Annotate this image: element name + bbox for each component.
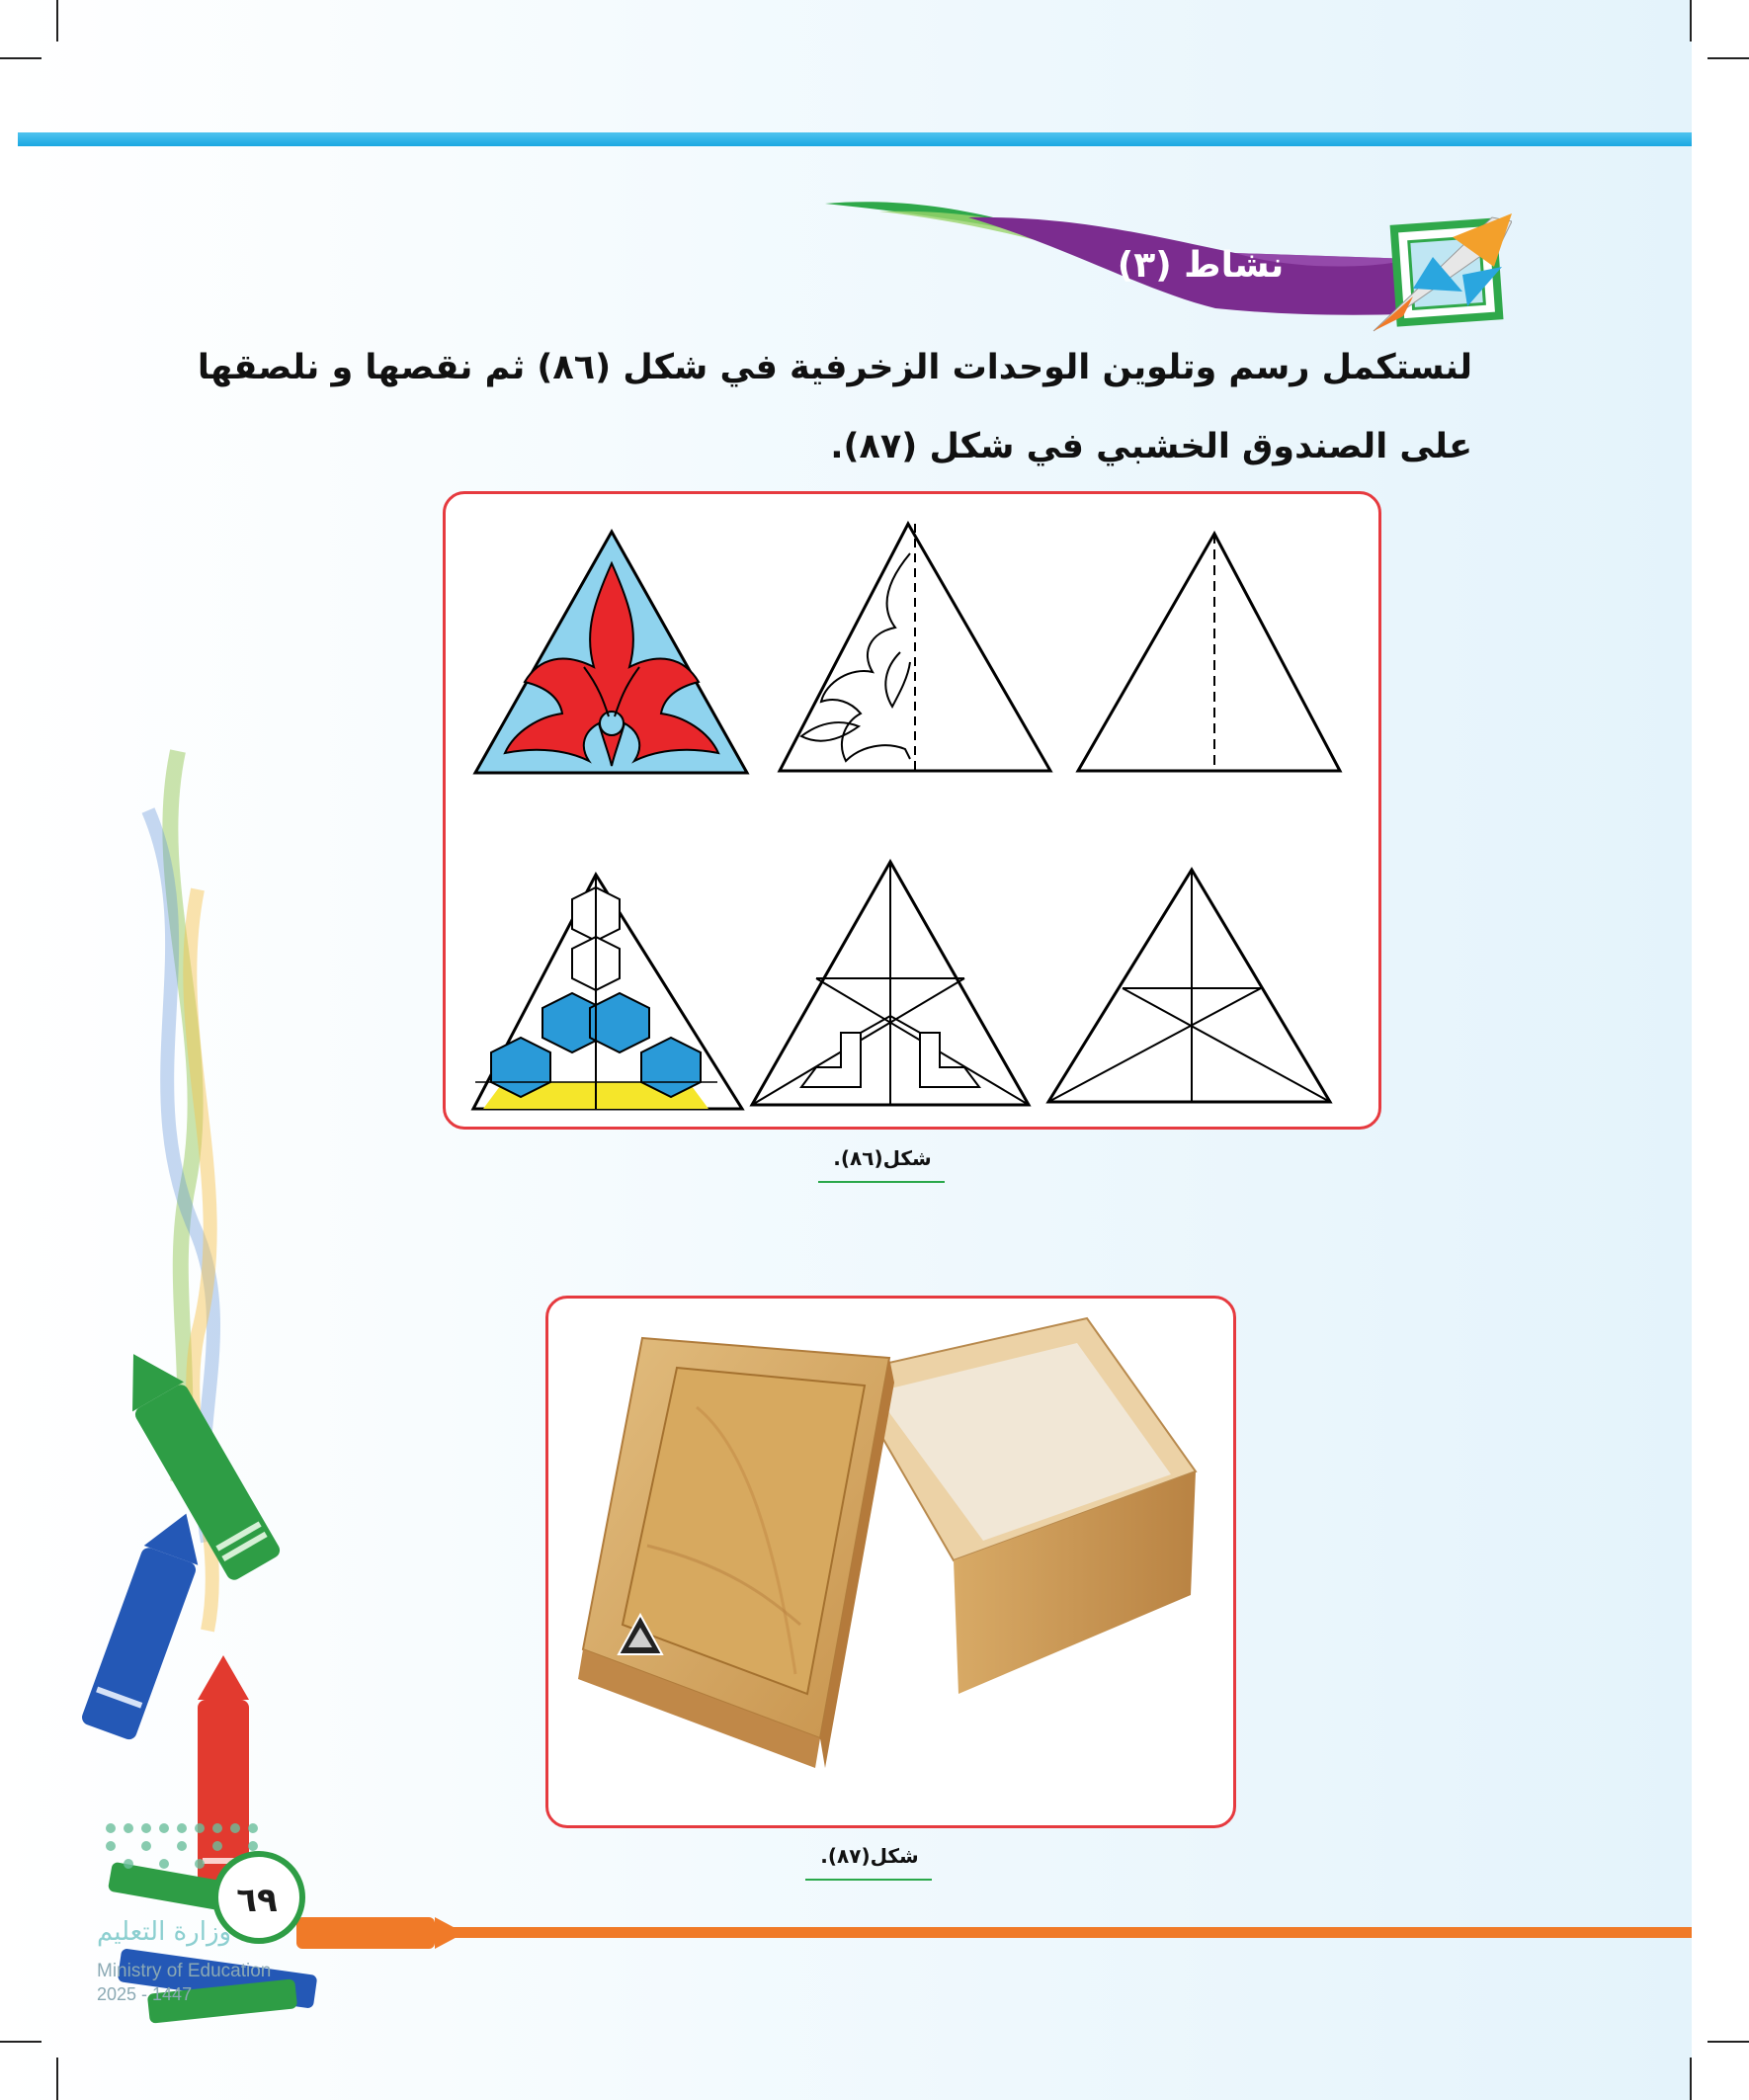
triangle-step-2 bbox=[780, 524, 1050, 771]
triangle-step-5 bbox=[752, 862, 1029, 1105]
ministry-english-name: Ministry of Education bbox=[97, 1961, 272, 1981]
crop-mark bbox=[1707, 2041, 1749, 2043]
wooden-box-illustration bbox=[548, 1299, 1233, 1825]
instruction-line-1: لنستكمل رسم وتلوين الوحدات الزخرفية في شكل (٨٦) ثم نقصها و نلصقها bbox=[197, 348, 1472, 387]
crop-mark bbox=[1690, 0, 1692, 42]
figure-87-caption: شكل(٨٧). bbox=[820, 1844, 919, 1868]
figure-86-drawing bbox=[446, 494, 1378, 1127]
triangle-step-3 bbox=[475, 532, 747, 773]
triangle-step-6 bbox=[473, 875, 742, 1109]
crop-mark bbox=[1690, 2058, 1692, 2100]
triangle-step-4 bbox=[1048, 870, 1330, 1102]
figure-86-caption-underline bbox=[818, 1181, 945, 1183]
blue-crayon bbox=[80, 1504, 213, 1742]
figure-86-frame bbox=[443, 491, 1381, 1130]
triangle-step-1 bbox=[1078, 534, 1340, 771]
bottom-rule bbox=[435, 1927, 1692, 1938]
figure-87-frame bbox=[545, 1296, 1236, 1828]
crop-mark bbox=[1707, 57, 1749, 59]
figure-87-caption-underline bbox=[805, 1879, 932, 1881]
instruction-line-2: على الصندوق الخشبي في شكل (٨٧). bbox=[830, 427, 1472, 466]
figure-86-caption: شكل(٨٦). bbox=[833, 1146, 932, 1170]
crayon-decoration bbox=[0, 0, 464, 2100]
activity-title: نشاط (٣) bbox=[1117, 245, 1285, 286]
page-number: ٦٩ bbox=[236, 1881, 278, 1920]
ministry-year: 2025 - 1447 bbox=[97, 1984, 193, 2004]
ministry-arabic-name: وزارة التعليم bbox=[97, 1917, 232, 1947]
